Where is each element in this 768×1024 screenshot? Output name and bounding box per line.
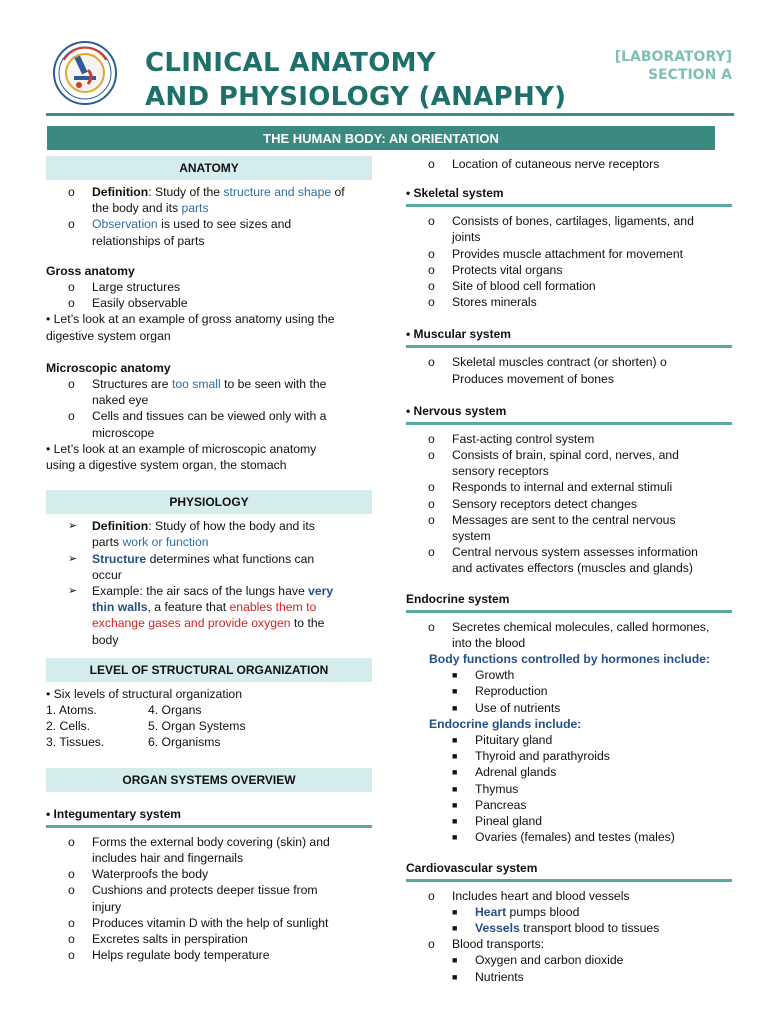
list-item: o Fast-acting control system bbox=[428, 431, 595, 446]
circle-bullet-icon: o bbox=[68, 883, 75, 898]
list-item: o Waterproofs the body bbox=[68, 867, 209, 882]
list-item: o Protects vital organs bbox=[428, 262, 563, 277]
circle-bullet-icon: o bbox=[68, 280, 75, 295]
circle-bullet-icon: o bbox=[68, 867, 75, 882]
square-bullet-icon: ■ bbox=[452, 799, 458, 810]
list-item: ➢ Example: the air sacs of the lungs have very bbox=[68, 584, 334, 599]
square-bullet-icon: ■ bbox=[452, 816, 458, 827]
list-item: o Cells and tissues can be viewed only with a bbox=[68, 409, 327, 424]
list-item-cont: and activates effectors (muscles and glands) bbox=[452, 561, 693, 576]
arrow-bullet-icon: ➢ bbox=[68, 520, 78, 533]
circle-bullet-icon: o bbox=[428, 888, 435, 903]
levels-row: 3. Tissues. 6. Organisms bbox=[46, 735, 221, 750]
list-item-cont: microscope bbox=[92, 425, 155, 440]
title-line-2: AND PHYSIOLOGY (ANAPHY) bbox=[145, 82, 567, 112]
circle-bullet-icon: o bbox=[68, 948, 75, 963]
list-item-cont: system bbox=[452, 529, 491, 544]
list-item: ■ Thyroid and parathyroids bbox=[452, 749, 610, 764]
list-item-cont: occur bbox=[92, 567, 122, 582]
circle-bullet-icon: o bbox=[68, 931, 75, 946]
list-item: o Consists of bones, cartilages, ligaments, and bbox=[428, 214, 694, 229]
header-divider bbox=[46, 113, 734, 116]
circle-bullet-icon: o bbox=[428, 496, 435, 511]
list-item: ■ Adrenal glands bbox=[452, 765, 557, 780]
square-bullet-icon: ■ bbox=[452, 783, 458, 794]
list-item: ■ Nutrients bbox=[452, 969, 524, 984]
list-item-cont: joints bbox=[452, 230, 481, 245]
section-divider bbox=[406, 345, 732, 348]
levels-row: 1. Atoms. 4. Organs bbox=[46, 703, 202, 718]
list-item: o Provides muscle attachment for movement bbox=[428, 246, 683, 261]
list-item: ■ Heart pumps blood bbox=[452, 904, 580, 919]
list-item: ■ Pancreas bbox=[452, 797, 527, 812]
anatomy-definition: o Definition: Study of the structure and shape of bbox=[68, 185, 345, 199]
list-item: o Excretes salts in perspiration bbox=[68, 931, 248, 946]
cardiovascular-heading: Cardiovascular system bbox=[406, 860, 538, 875]
levels-row: 2. Cells. 5. Organ Systems bbox=[46, 719, 246, 734]
list-item: o Messages are sent to the central nervous bbox=[428, 512, 676, 527]
university-seal-logo bbox=[52, 40, 118, 106]
list-item: o Consists of brain, spinal cord, nerves, and bbox=[428, 448, 679, 463]
list-item: o Responds to internal and external stimuli bbox=[428, 480, 673, 495]
list-item: o Cushions and protects deeper tissue from bbox=[68, 883, 318, 898]
square-bullet-icon: ■ bbox=[452, 735, 458, 746]
square-bullet-icon: ■ bbox=[452, 670, 458, 681]
square-bullet-icon: ■ bbox=[452, 686, 458, 697]
title-line-1: CLINICAL ANATOMY bbox=[145, 48, 436, 78]
circle-bullet-icon: o bbox=[68, 296, 75, 311]
list-item: o Forms the external body covering (skin) and bbox=[68, 834, 330, 849]
list-item: o Skeletal muscles contract (or shorten) o bbox=[428, 355, 667, 370]
nervous-heading: • Nervous system bbox=[406, 403, 507, 418]
muscular-heading: • Muscular system bbox=[406, 327, 511, 342]
endocrine-heading: Endocrine system bbox=[406, 591, 510, 606]
square-bullet-icon: ■ bbox=[452, 906, 458, 917]
topic-banner: THE HUMAN BODY: AN ORIENTATION bbox=[47, 126, 715, 150]
microscopic-note-cont: using a digestive system organ, the stomach bbox=[46, 458, 287, 473]
list-item: ■ Vessels transport blood to tissues bbox=[452, 920, 660, 935]
list-item-cont: thin walls, a feature that enables them to bbox=[92, 600, 317, 615]
circle-bullet-icon: o bbox=[428, 279, 435, 294]
list-item-cont: injury bbox=[92, 899, 122, 914]
square-bullet-icon: ■ bbox=[452, 767, 458, 778]
list-item: o Structures are too small to be seen with the bbox=[68, 377, 327, 392]
list-item: o Produces vitamin D with the help of sunlight bbox=[68, 915, 329, 930]
list-item: ■ Reproduction bbox=[452, 684, 548, 699]
list-item: ■ Use of nutrients bbox=[452, 700, 561, 715]
circle-bullet-icon: o bbox=[428, 512, 435, 527]
section-divider bbox=[406, 610, 732, 613]
document-title bbox=[145, 46, 566, 114]
integumentary-heading: • Integumentary system bbox=[46, 806, 181, 821]
list-item: ■ Pineal gland bbox=[452, 814, 543, 829]
circle-bullet-icon: o bbox=[428, 157, 435, 171]
levels-intro: • Six levels of structural organization bbox=[46, 686, 242, 701]
circle-bullet-icon: o bbox=[68, 377, 75, 392]
square-bullet-icon: ■ bbox=[452, 832, 458, 843]
circle-bullet-icon: o bbox=[428, 355, 435, 370]
lab-label: [LABORATORY] bbox=[614, 49, 732, 65]
endocrine-subheading: Endocrine glands include: bbox=[429, 716, 582, 731]
list-item-cont: exchange gases and provide oxygen to the bbox=[92, 616, 325, 631]
section-divider bbox=[46, 825, 372, 828]
list-item-cont: includes hair and fingernails bbox=[92, 850, 244, 865]
gross-note: • Let’s look at an example of gross anatomy using the bbox=[46, 312, 335, 327]
circle-bullet-icon: o bbox=[428, 295, 435, 310]
physiology-heading: PHYSIOLOGY bbox=[46, 490, 372, 514]
list-item: o Helps regulate body temperature bbox=[68, 948, 270, 963]
list-item: ➢ Definition: Study of how the body and its bbox=[68, 519, 315, 534]
organ-systems-heading: ORGAN SYSTEMS OVERVIEW bbox=[46, 768, 372, 792]
square-bullet-icon: ■ bbox=[452, 955, 458, 966]
anatomy-observation-cont: relationships of parts bbox=[92, 233, 205, 248]
list-item-cont: naked eye bbox=[92, 393, 149, 408]
right-column bbox=[406, 156, 732, 985]
skeletal-heading: • Skeletal system bbox=[406, 186, 504, 201]
list-item-cont: Produces movement of bones bbox=[452, 371, 614, 386]
list-item-cont: sensory receptors bbox=[452, 464, 549, 479]
list-item: ■ Thymus bbox=[452, 781, 519, 796]
list-item: ■ Ovaries (females) and testes (males) bbox=[452, 830, 675, 845]
circle-bullet-icon: o bbox=[428, 619, 435, 634]
section-divider bbox=[406, 422, 732, 425]
list-item: o Site of blood cell formation bbox=[428, 279, 596, 294]
levels-heading: LEVEL OF STRUCTURAL ORGANIZATION bbox=[46, 658, 372, 682]
microscopic-note: • Let’s look at an example of microscopic anatomy bbox=[46, 441, 317, 456]
gross-anatomy-heading: Gross anatomy bbox=[46, 263, 135, 278]
square-bullet-icon: ■ bbox=[452, 751, 458, 762]
square-bullet-icon: ■ bbox=[452, 702, 458, 713]
circle-bullet-icon: o bbox=[428, 431, 435, 446]
list-item-cont: parts work or function bbox=[92, 535, 209, 550]
list-item-cont: body bbox=[92, 632, 119, 647]
circle-bullet-icon: o bbox=[428, 214, 435, 229]
square-bullet-icon: ■ bbox=[452, 922, 458, 933]
list-item: o Location of cutaneous nerve receptors bbox=[428, 157, 660, 171]
arrow-bullet-icon: ➢ bbox=[68, 585, 78, 598]
circle-bullet-icon: o bbox=[428, 937, 435, 952]
circle-bullet-icon: o bbox=[68, 185, 75, 199]
circle-bullet-icon: o bbox=[428, 448, 435, 463]
list-item-cont: into the blood bbox=[452, 635, 526, 650]
circle-bullet-icon: o bbox=[68, 834, 75, 849]
list-item: o Includes heart and blood vessels bbox=[428, 888, 630, 903]
section-divider bbox=[406, 879, 732, 882]
list-item: o Secretes chemical molecules, called hormones, bbox=[428, 619, 710, 634]
endocrine-subheading: Body functions controlled by hormones include: bbox=[429, 652, 711, 667]
circle-bullet-icon: o bbox=[68, 409, 75, 424]
circle-bullet-icon: o bbox=[428, 480, 435, 495]
circle-bullet-icon: o bbox=[68, 217, 75, 232]
section-name: SECTION A bbox=[647, 67, 732, 83]
arrow-bullet-icon: ➢ bbox=[68, 552, 78, 565]
anatomy-heading: ANATOMY bbox=[46, 156, 372, 180]
circle-bullet-icon: o bbox=[68, 915, 75, 930]
list-item: ■ Oxygen and carbon dioxide bbox=[452, 953, 624, 968]
list-item: o Sensory receptors detect changes bbox=[428, 496, 637, 511]
list-item: ■ Growth bbox=[452, 668, 515, 683]
section-divider bbox=[406, 204, 732, 207]
anatomy-observation: o Observation is used to see sizes and bbox=[68, 217, 292, 232]
list-item: o Easily observable bbox=[68, 296, 188, 311]
left-column bbox=[46, 156, 372, 963]
list-item: ➢ Structure determines what functions can bbox=[68, 551, 315, 566]
circle-bullet-icon: o bbox=[428, 545, 435, 560]
list-item: o Central nervous system assesses information bbox=[428, 545, 698, 560]
list-item: o Blood transports: bbox=[428, 937, 545, 952]
circle-bullet-icon: o bbox=[428, 246, 435, 261]
list-item: ■ Pituitary gland bbox=[452, 733, 553, 748]
section-label bbox=[615, 48, 732, 84]
anatomy-definition-cont: the body and its parts bbox=[92, 201, 209, 216]
gross-note-cont: digestive system organ bbox=[46, 328, 171, 343]
circle-bullet-icon: o bbox=[428, 262, 435, 277]
list-item: o Stores minerals bbox=[428, 295, 537, 310]
microscopic-anatomy-heading: Microscopic anatomy bbox=[46, 360, 171, 375]
list-item: o Large structures bbox=[68, 280, 181, 295]
square-bullet-icon: ■ bbox=[452, 971, 458, 982]
